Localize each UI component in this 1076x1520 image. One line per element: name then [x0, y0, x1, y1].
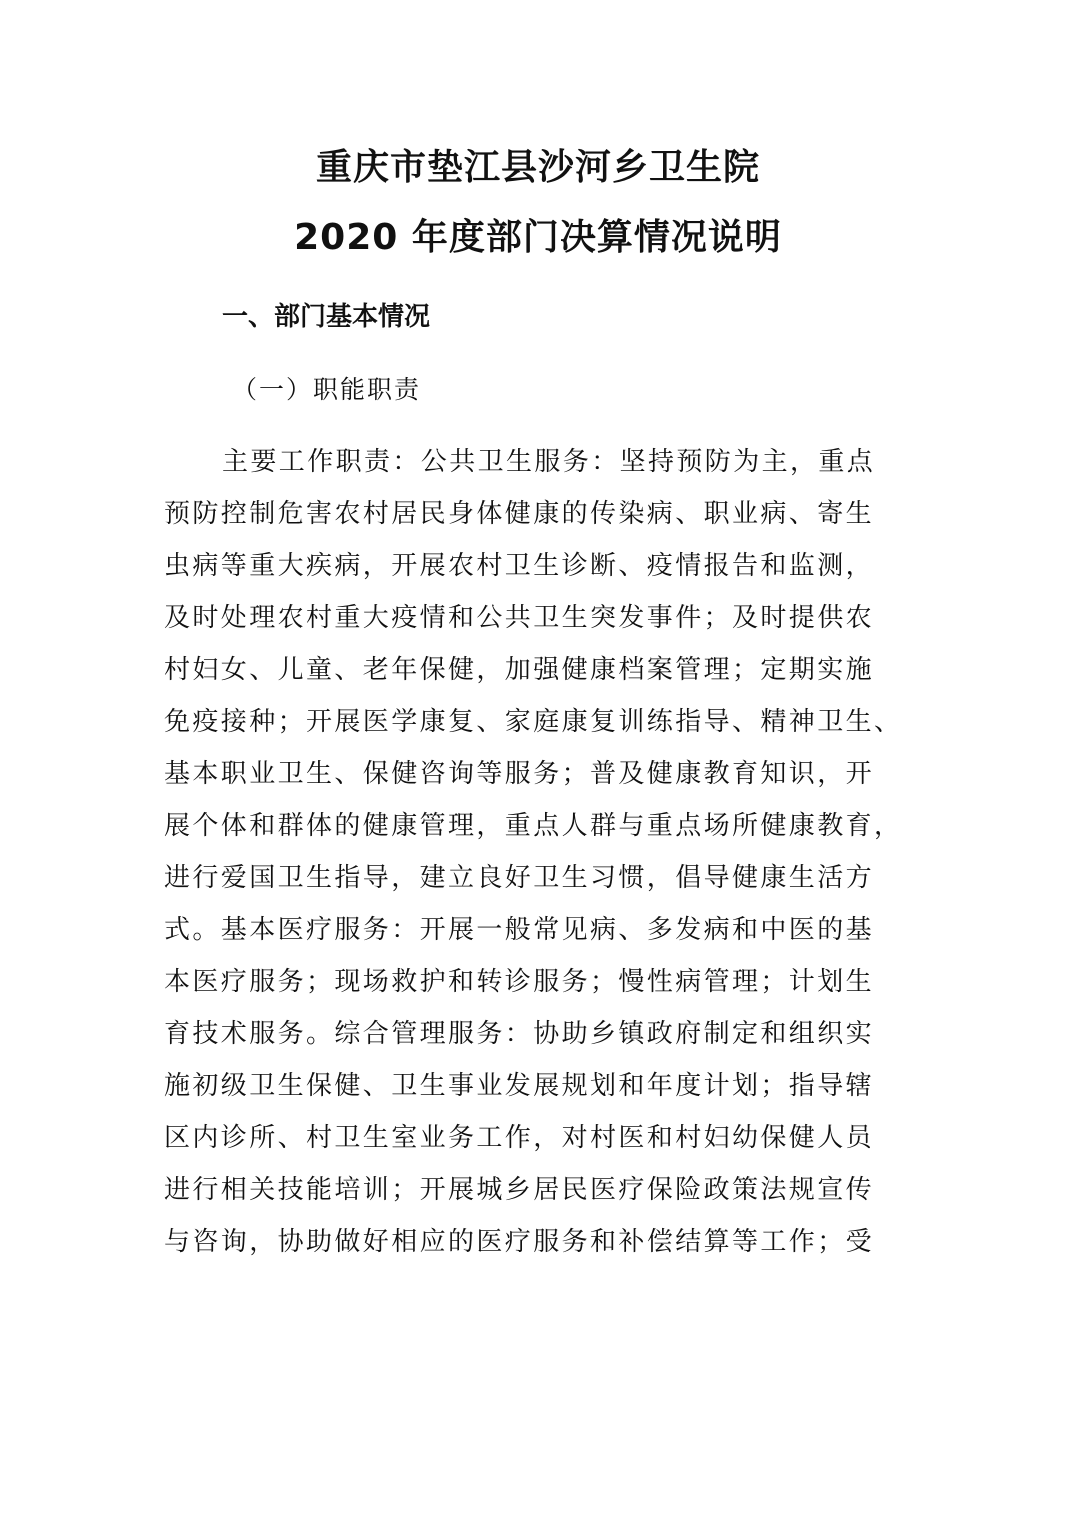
paragraph-line: 主要工作职责：公共卫生服务：坚持预防为主，重点 — [222, 447, 876, 477]
paragraph-line: 基本职业卫生、保健咨询等服务；普及健康教育知识，开 — [164, 759, 875, 789]
document-title-line-1: 重庆市垫江县沙河乡卫生院 — [315, 147, 760, 188]
paragraph-line: 施初级卫生保健、卫生事业发展规划和年度计划；指导辖 — [164, 1071, 875, 1101]
paragraph-line: 预防控制危害农村居民身体健康的传染病、职业病、寄生 — [164, 499, 875, 529]
paragraph-line: 区内诊所、村卫生室业务工作，对村医和村妇幼保健人员 — [164, 1123, 875, 1153]
paragraph-line: 免疫接种；开展医学康复、家庭康复训练指导、精神卫生、 — [164, 707, 903, 737]
paragraph-line: 式。基本医疗服务：开展一般常见病、多发病和中医的基 — [164, 915, 875, 945]
paragraph-line: 及时处理农村重大疫情和公共卫生突发事件；及时提供农 — [164, 603, 875, 633]
paragraph-line: 村妇女、儿童、老年保健，加强健康档案管理；定期实施 — [164, 655, 875, 685]
paragraph-line: 与咨询，协助做好相应的医疗服务和补偿结算等工作；受 — [164, 1227, 875, 1257]
paragraph-line: 进行爱国卫生指导，建立良好卫生习惯，倡导健康生活方 — [164, 863, 875, 893]
paragraph-line: 展个体和群体的健康管理，重点人群与重点场所健康教育， — [164, 811, 903, 841]
paragraph-line: 虫病等重大疾病，开展农村卫生诊断、疫情报告和监测， — [164, 551, 875, 581]
paragraph-line: 进行相关技能培训；开展城乡居民医疗保险政策法规宣传 — [164, 1175, 875, 1205]
paragraph-line: 本医疗服务；现场救护和转诊服务；慢性病管理；计划生 — [164, 967, 875, 997]
document-title-line-2: 2020 年度部门决算情况说明 — [294, 217, 782, 258]
paragraph-line: 育技术服务。综合管理服务：协助乡镇政府制定和组织实 — [164, 1019, 875, 1049]
body-paragraph — [164, 436, 903, 1268]
section-heading: 一、部门基本情况 — [222, 302, 431, 332]
subsection-heading: （一）职能职责 — [232, 375, 422, 404]
